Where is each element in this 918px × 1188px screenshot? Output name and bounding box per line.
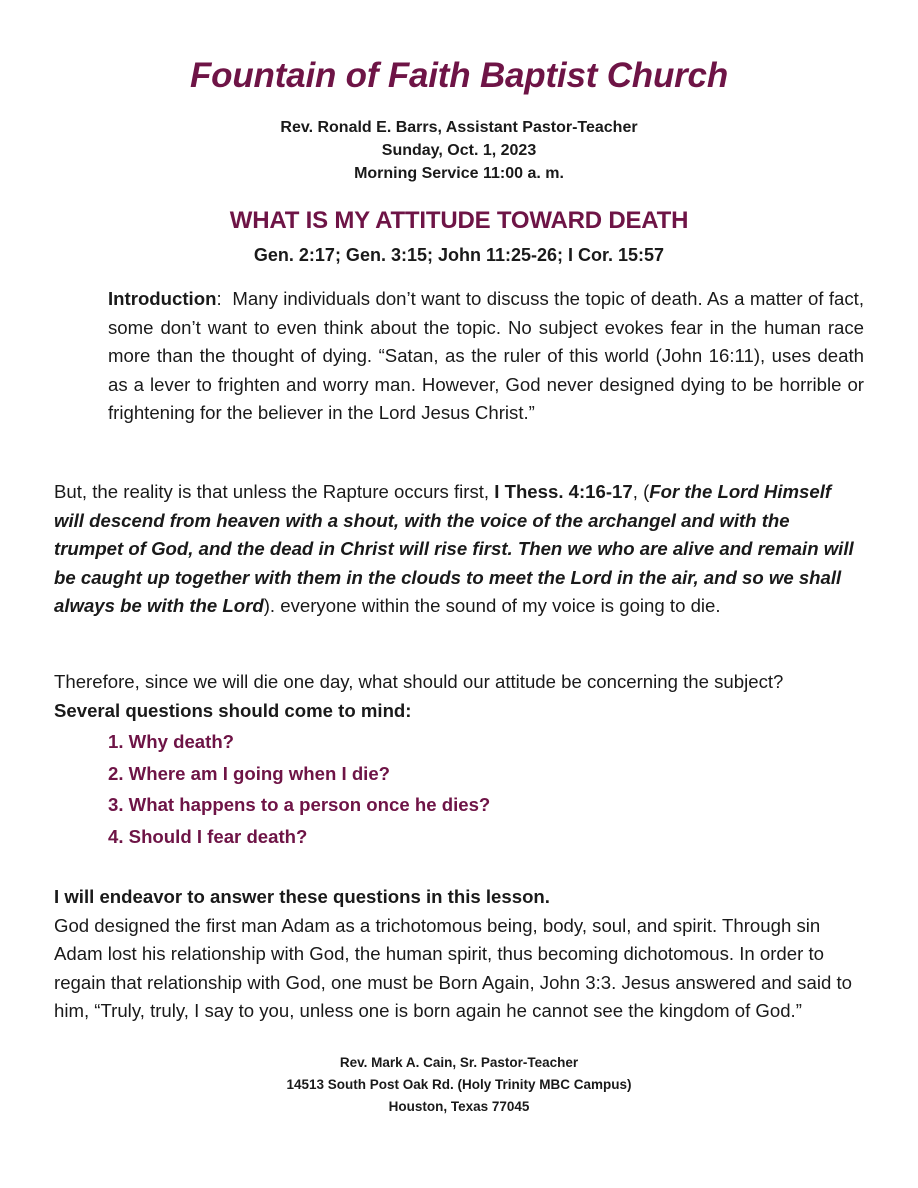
scripture-references: Gen. 2:17; Gen. 3:15; John 11:25-26; I Cor. 15:57 [253,245,665,265]
rapture-open: , ( [632,481,650,502]
question-item: 3. What happens to a person once he dies? [108,794,491,815]
therefore-bold: Several questions should come to mind: [54,699,412,721]
introduction-text: Many individuals don’t want to discuss the topic of death. As a matter of fact, some don’t want to even think about the topic. No subject evokes fear in the human race more than the thought of dying. “Satan, as the ruler of this world (John 16:11), uses death as a lever to frighten and worry man. However, God never designed dying to be horrible or frightening for the believer in the Lord Jesus Christ.” [108,288,864,423]
senior-pastor: Rev. Mark A. Cain, Sr. Pastor-Teacher [339,1055,579,1070]
assistant-pastor: Rev. Ronald E. Barrs, Assistant Pastor-Teacher [280,119,638,136]
sermon-title: WHAT IS MY ATTITUDE TOWARD DEATH [229,207,689,234]
header-info [0,116,918,185]
introduction-paragraph: Introduction: Many individuals don’t want to discuss the topic of death. As a matter of fact, some don’t want to even think about the topic. No subject evokes fear in the human race more than the thought of dying. “Satan, as the ruler of this world (John 16:11), uses death as a lever to frighten and worry man. However, God never designed dying to be horrible or frightening for the believer in the Lord Jesus Christ.” [108,288,864,423]
service-time: Morning Service 11:00 a. m. [354,165,564,182]
rapture-quote: For the Lord Himself will descend from heaven with a shout, with the voice of the archangel and with the trumpet of God, and the dead in Christ will rise first. Then we who are alive and remain will be caught up together with them in the clouds to meet the Lord in the air, and so we shall always be with the Lord [54,481,854,616]
question-item: 4. Should I fear death? [108,825,308,847]
rapture-close: ). everyone within the sound of my voice is going to die. [263,595,721,616]
introduction-label: Introduction [108,288,217,309]
question-list [108,728,808,854]
church-city: Houston, Texas 77045 [388,1099,530,1114]
therefore-paragraph [54,668,854,725]
rapture-lead: But, the reality is that unless the Rapture occurs first, [54,481,495,502]
church-address: 14513 South Post Oak Rd. (Holy Trinity MBC Campus) [286,1077,632,1092]
closing-text: God designed the first man Adam as a trichotomous being, body, soul, and spirit. Through sin Adam lost his relationship with God, the human spirit, thus becoming dichotomous. In order to regain that relationship with God, one must be Born Again, John 3:3. Jesus answered and said to him, “Truly, truly, I say to you, unless one is born again he cannot see the kingdom of God.” [54,914,852,1021]
footer [0,1052,918,1118]
rapture-paragraph [54,478,854,621]
rapture-reference: I Thess. 4:16-17 [494,481,633,502]
question-item: 2. Where am I going when I die? [108,762,391,784]
question-item: 1. Why death? [108,731,235,752]
closing-statement: I will endeavor to answer these questions in this lesson. [54,886,550,907]
church-name: Fountain of Faith Baptist Church [190,56,728,95]
therefore-text: Therefore, since we will die one day, what should our attitude be concerning the subject? [54,671,784,692]
service-date: Sunday, Oct. 1, 2023 [381,142,537,159]
closing-paragraph [54,883,854,1026]
